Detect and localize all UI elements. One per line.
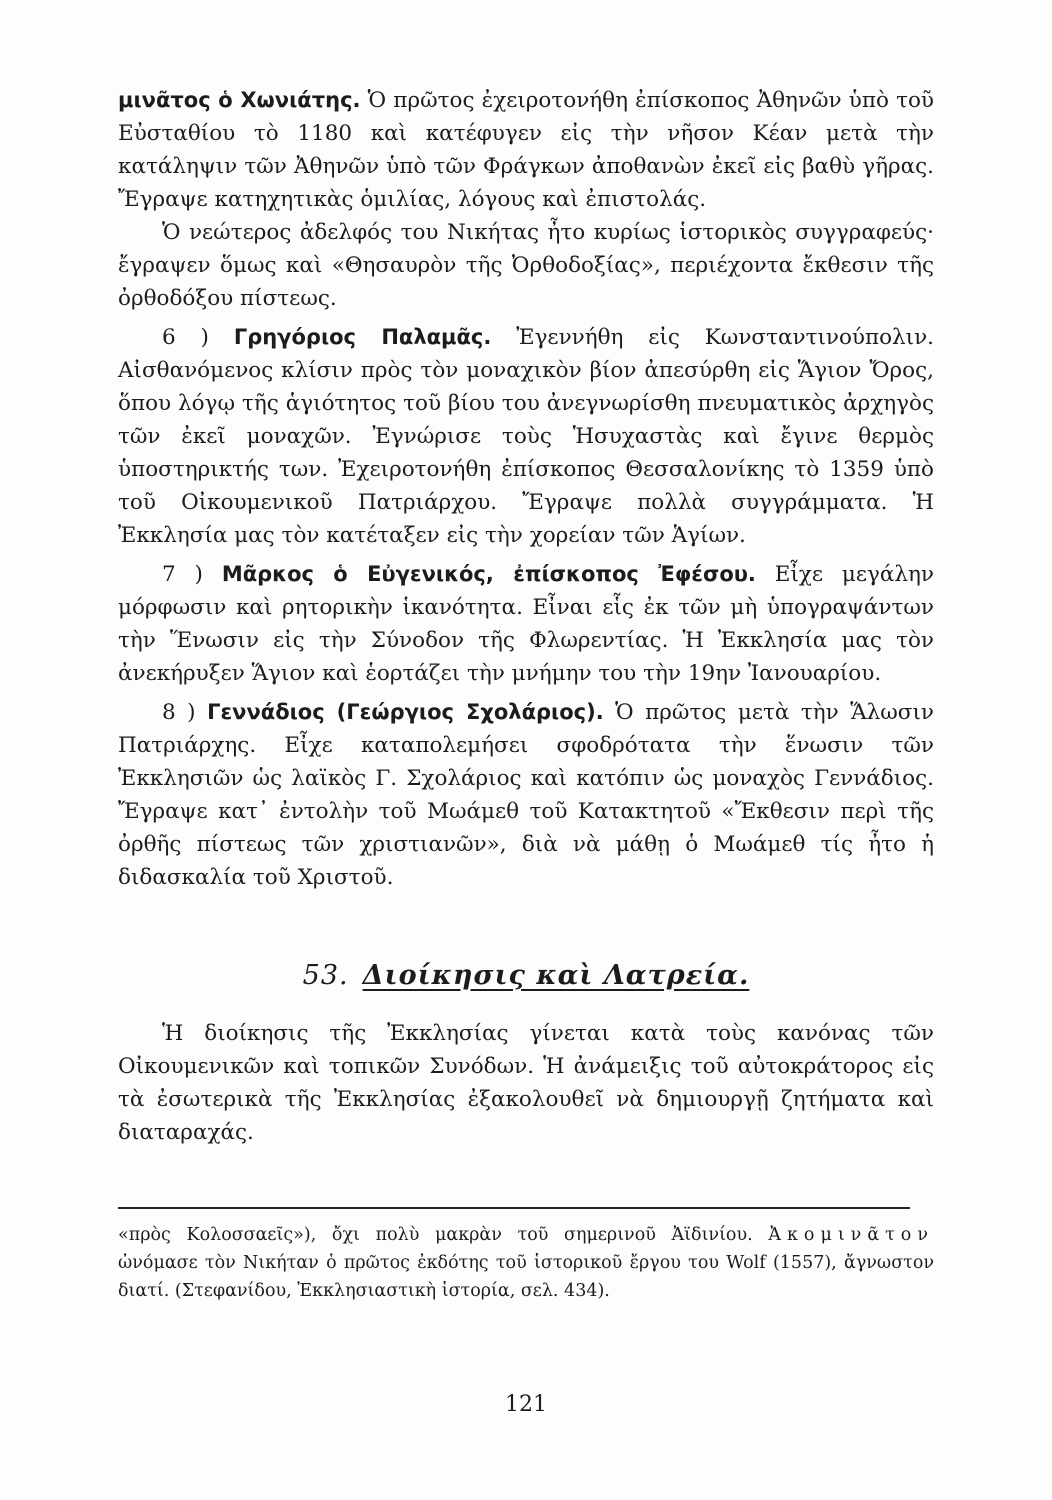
paragraph-markos [118, 558, 934, 690]
section-heading [118, 960, 934, 991]
item-text: Εἶχε μεγάλην μόρφωσιν καὶ ρητορικὴν ἱκανότητα. Εἶναι εἷς ἐκ τῶν μὴ ὑπογραψάντων τὴν Ἕνωσιν εἰς τὴν Σύνοδον τῆς Φλωρεντίας. Ἡ Ἐκκλησία μας τὸν ἀνεκήρυξεν Ἅγιον καὶ ἑορτάζει τὴν μνήμην του τὴν 19ην Ἰανουαρίου. [118, 562, 934, 686]
page-number: 121 [505, 1392, 547, 1417]
item-number: 8 ) [162, 700, 196, 725]
footnote-divider [118, 1207, 910, 1209]
item-title: Μᾶρκος ὁ Εὐγενικός, ἐπίσκοπος Ἐφέσου. [221, 562, 756, 586]
paragraph-gennadios [118, 696, 934, 894]
paragraph-palamas [118, 321, 934, 552]
item-number: 7 ) [162, 562, 203, 587]
paragraph-text: Ὁ πρῶτος ἐχειροτονήθη ἐπίσκοπος Ἀθηνῶν ὑπὸ τοῦ Εὐσταθίου τὸ 1180 καὶ κατέφυγεν εἰς τὴν νῆσον Κέαν μετὰ τὴν κατάληψιν τῶν Ἀθηνῶν ὑπὸ τῶν Φράγκων ἀποθανὼν ἐκεῖ εἰς βαθὺ γῆρας. Ἔγραψε κατηχητικὰς ὁμιλίας, λόγους καὶ ἐπιστολάς. [118, 88, 934, 212]
footnote-spaced-word: Ἀκομινᾶτον [768, 1225, 934, 1245]
section-number: 53. [302, 960, 349, 991]
footnote [118, 1221, 934, 1305]
item-number: 6 ) [162, 325, 209, 350]
paragraph-niketas: Ὁ νεώτερος ἀδελφός του Νικήτας ἦτο κυρίως ἱστορικὸς συγγραφεύς· ἔγραψεν ὅμως καὶ «Θησαυρὸν τῆς Ὀρθοδοξίας», περιέχοντα ἔκθεσιν τῆς ὀρθοδόξου πίστεως. [118, 220, 934, 311]
paragraph-choniates [118, 84, 934, 216]
paragraph-administration: Ἡ διοίκησις τῆς Ἐκκλησίας γίνεται κατὰ τοὺς κανόνας τῶν Οἰκουμενικῶν καὶ τοπικῶν Συνόδων. Ἡ ἀνάμειξις τοῦ αὐτοκράτορος εἰς τὰ ἐσωτερικὰ τῆς Ἐκκλησίας ἐξακολουθεῖ νὰ δημιουργῇ ζητήματα καὶ διαταραχάς. [118, 1021, 934, 1145]
item-title: Γρηγόριος Παλαμᾶς. [233, 325, 492, 349]
footnote-text: «πρὸς Κολοσσαεῖς»), ὄχι πολὺ μακρὰν τοῦ σημερινοῦ Ἀϊδινίου. [118, 1225, 769, 1245]
item-text: Ἐγεννήθη εἰς Κωνσταντινούπολιν. Αἰσθανόμενος κλίσιν πρὸς τὸν μοναχικὸν βίον ἀπεσύρθη εἰς Ἅγιον Ὄρος, ὅπου λόγῳ τῆς ἁγιότητος τοῦ βίου του ἀνεγνωρίσθη πνευματικὸς ἀρχηγὸς τῶν ἐκεῖ μοναχῶν. Ἐγνώρισε τοὺς Ἡσυχαστὰς καὶ ἔγινε θερμὸς ὑποστηρικτής των. Ἐχειροτονήθη ἐπίσκοπος Θεσσαλονίκης τὸ 1359 ὑπὸ τοῦ Οἰκουμενικοῦ Πατριάρχου. Ἔγραψε πολλὰ συγγράμματα. Ἡ Ἐκκλησία μας τὸν κατέταξεν εἰς τὴν χορείαν τῶν Ἁγίων. [118, 325, 935, 548]
bold-lead: μινᾶτος ὁ Χωνιάτης. [118, 88, 361, 112]
section-title: Διοίκησις καὶ Λατρεία. [362, 960, 750, 991]
footnote-text: ὠνόμασε τὸν Νικήταν ὁ πρῶτος ἐκδότης τοῦ ἱστορικοῦ ἔργου του Wolf (1557), ἄγνωστον διατί. (Στεφανίδου, Ἐκκλησιαστικὴ ἱστορία, σελ. 434). [118, 1253, 934, 1301]
item-title: Γεννάδιος (Γεώργιος Σχολάριος). [207, 700, 604, 724]
item-text: Ὁ πρῶτος μετὰ τὴν Ἅλωσιν Πατριάρχης. Εἶχε καταπολεμήσει σφοδρότατα τὴν ἕνωσιν τῶν Ἐκκλησιῶν ὡς λαϊκὸς Γ. Σχολάριος καὶ κατόπιν ὡς μοναχὸς Γεννάδιος. Ἔγραψε κατ᾽ ἐντολὴν τοῦ Μωάμεθ τοῦ Κατακτητοῦ «Ἔκθεσιν περὶ τῆς ὀρθῆς πίστεως τῶν χριστιανῶν», διὰ νὰ μάθῃ ὁ Μωάμεθ τίς ἦτο ἡ διδασκαλία τοῦ Χριστοῦ. [118, 700, 934, 890]
